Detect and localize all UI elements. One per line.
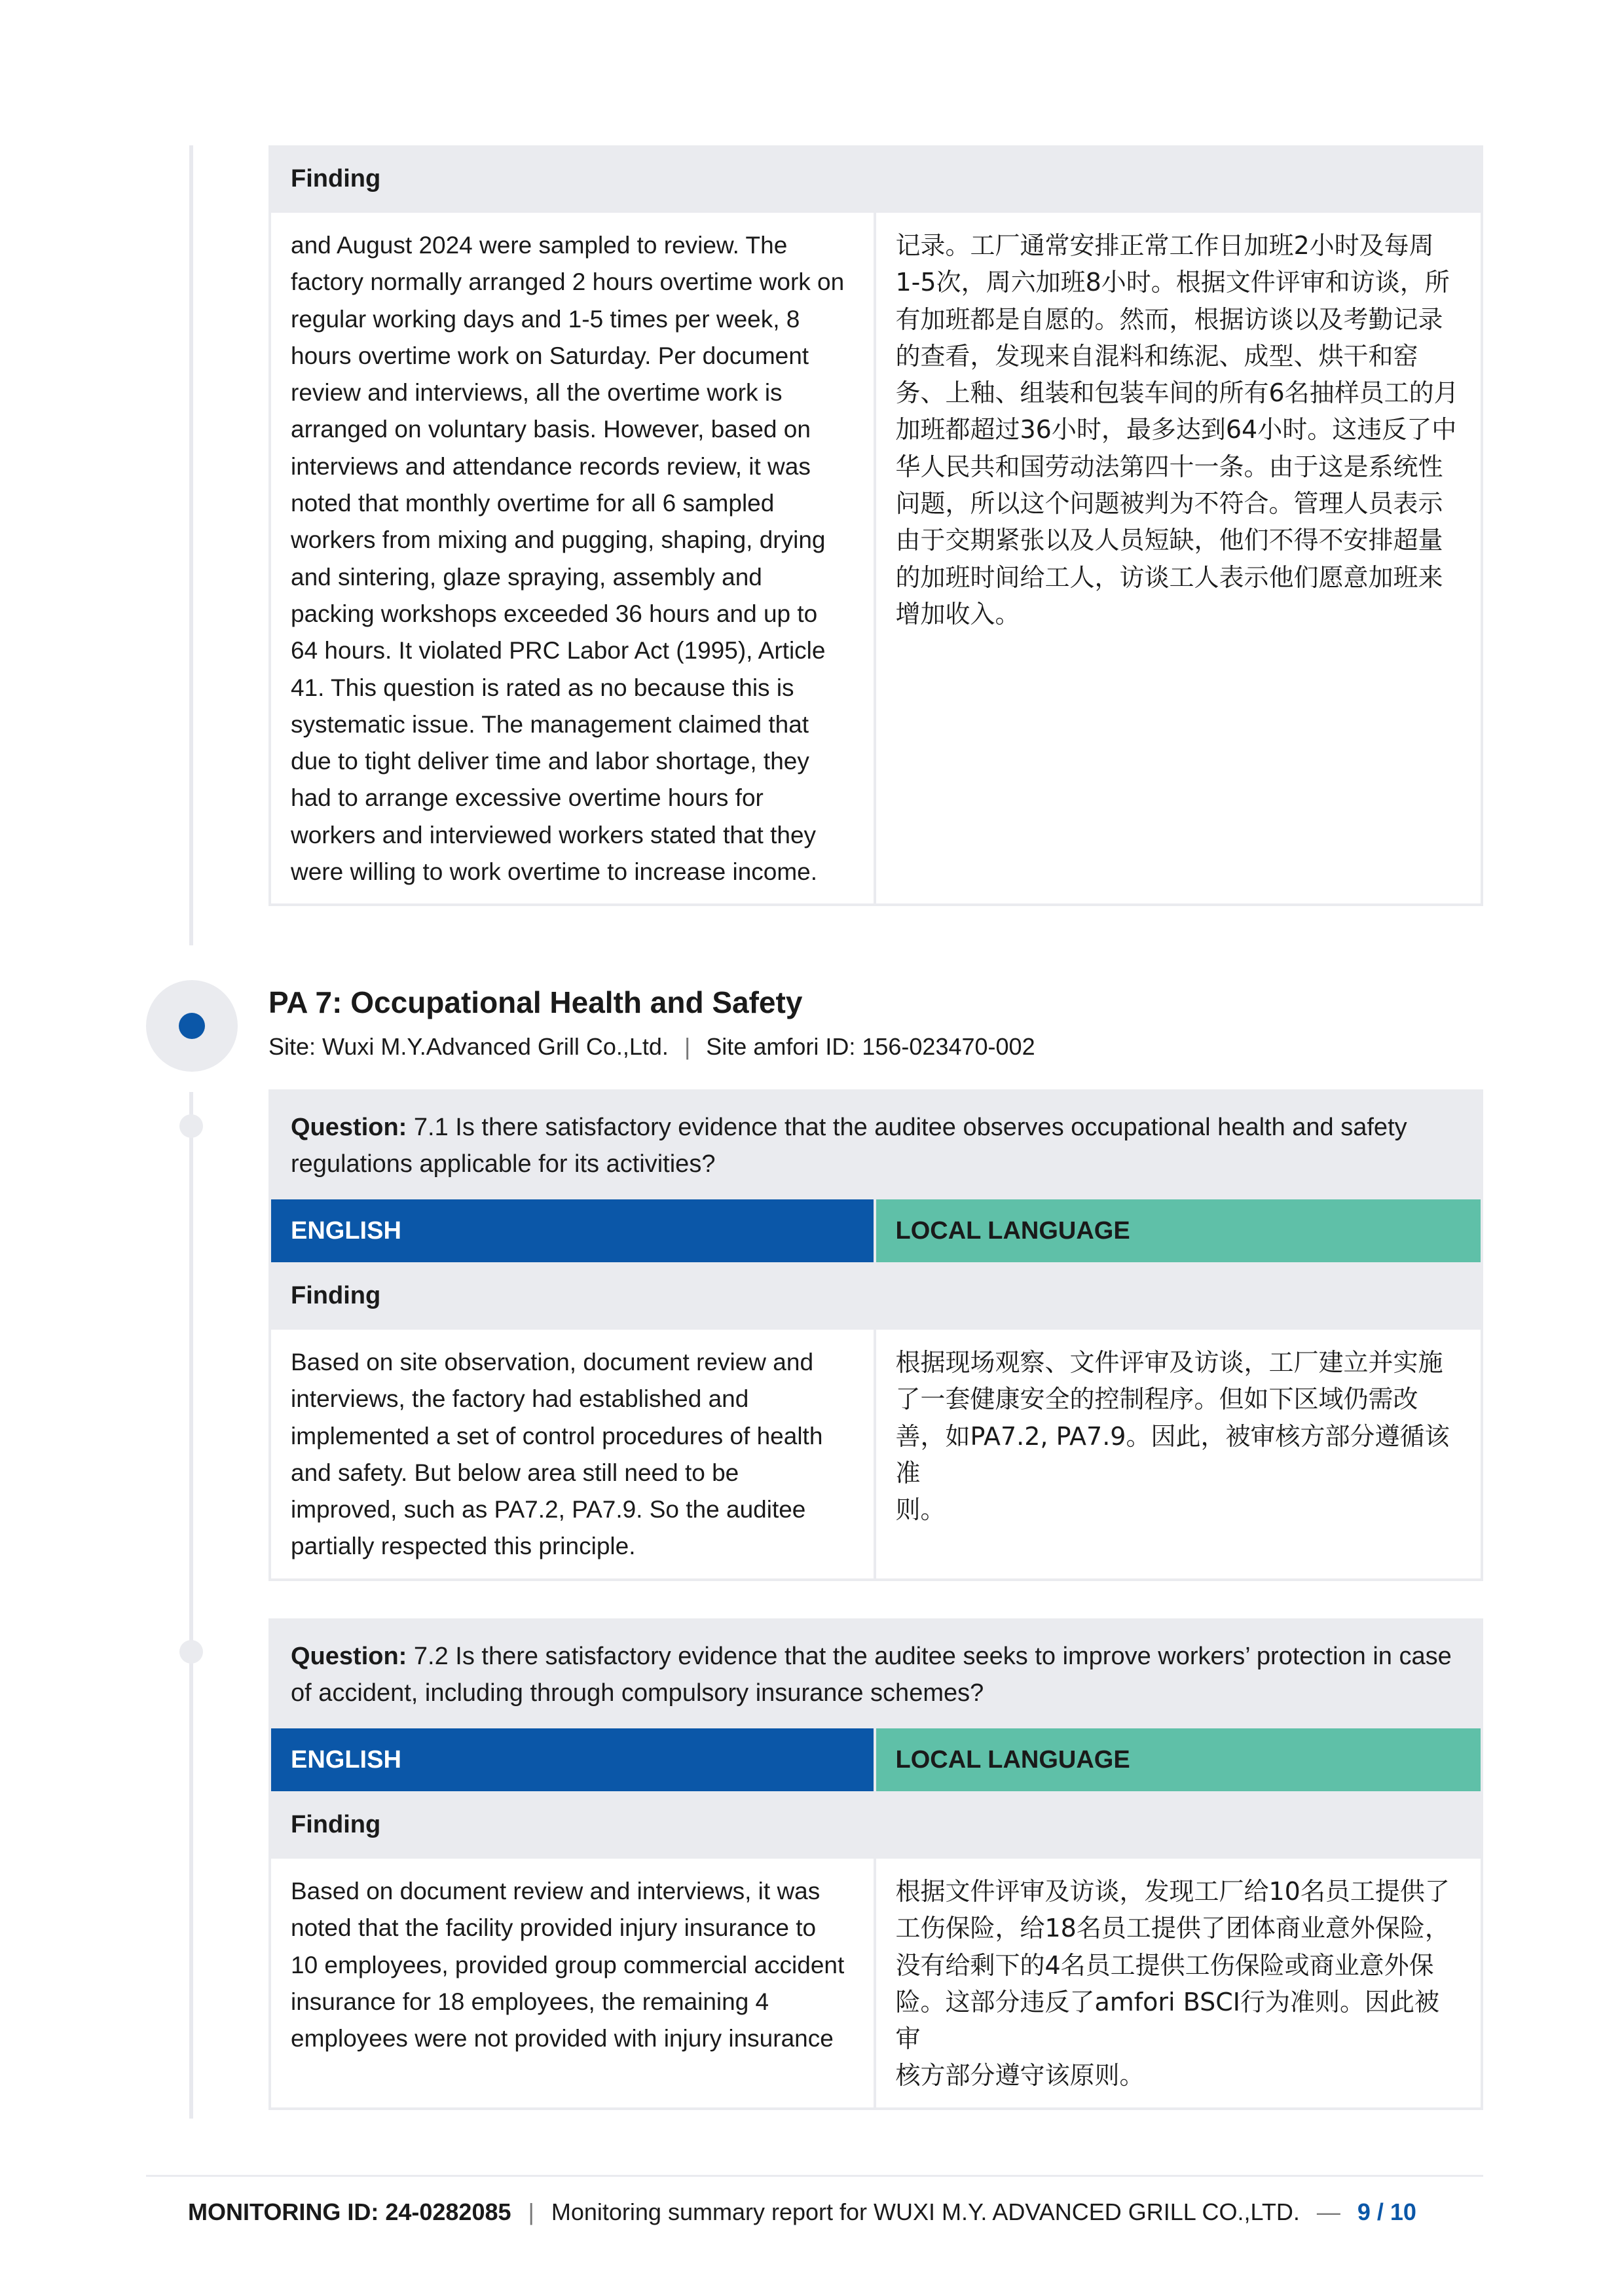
section-marker bbox=[146, 980, 238, 1072]
footer-separator: | bbox=[528, 2198, 534, 2225]
site-amfori-id: Site amfori ID: 156-023470-002 bbox=[706, 1033, 1035, 1060]
question-label: Question: bbox=[291, 1114, 407, 1141]
question-body: 7.1 Is there satisfactory evidence that the auditee observes occupational health and safety regulations applicable for its activities? bbox=[291, 1114, 1407, 1178]
monitoring-id: MONITORING ID: 24-0282085 bbox=[188, 2198, 511, 2225]
question-body: 7.2 Is there satisfactory evidence that the auditee seeks to improve workers’ protection in case of accident, including through compulsory insurance schemes? bbox=[291, 1643, 1452, 1707]
report-title: Monitoring summary report for WUXI M.Y. ADVANCED GRILL CO.,LTD. bbox=[551, 2198, 1300, 2225]
language-header-row bbox=[268, 1728, 1483, 1791]
finding-table-continued bbox=[268, 145, 1483, 906]
question-marker bbox=[179, 1114, 203, 1138]
section-title: PA 7: Occupational Health and Safety bbox=[268, 985, 803, 1019]
question-marker bbox=[179, 1640, 203, 1664]
site-name: Site: Wuxi M.Y.Advanced Grill Co.,Ltd. bbox=[268, 1033, 669, 1060]
finding-header: Finding bbox=[268, 1791, 1483, 1859]
local-language-header: LOCAL LANGUAGE bbox=[876, 1199, 1481, 1262]
finding-row bbox=[268, 1859, 1483, 2110]
finding-row bbox=[268, 1330, 1483, 1581]
finding-english: Based on document review and interviews, it was noted that the facility provided injury insurance to 10 employees, provided group commercial accident insurance for 18 employees, the remaining 4 employees were not provided with injury insurance bbox=[271, 1859, 876, 2107]
timeline-line bbox=[189, 145, 193, 945]
question-text bbox=[268, 1618, 1483, 1728]
language-header-row bbox=[268, 1199, 1483, 1262]
finding-english: and August 2024 were sampled to review. The factory normally arranged 2 hours overtime work on regular working days and 1-5 times per week, 8 hours overtime work on Saturday. Per document review and interviews, all the overtime work is arranged on voluntary basis. However, based on interviews and attendance records review, it was noted that monthly overtime for all 6 sampled workers from mixing and pugging, shaping, drying and sintering, glaze spraying, assembly and packing workshops exceeded 36 hours and up to 64 hours. It violated PRC Labor Act (1995), Article 41. This question is rated as no because this is systematic issue. The management claimed that due to tight deliver time and labor shortage, they had to arrange excessive overtime hours for workers and interviewed workers stated that they were willing to work overtime to increase income. bbox=[271, 213, 876, 903]
section-site-info bbox=[268, 1033, 1035, 1061]
english-header: ENGLISH bbox=[271, 1728, 876, 1791]
question-text bbox=[268, 1089, 1483, 1199]
english-header: ENGLISH bbox=[271, 1199, 876, 1262]
page-footer bbox=[188, 2198, 1416, 2226]
timeline-line bbox=[189, 1092, 193, 2119]
question-label: Question: bbox=[291, 1643, 407, 1670]
footer-dash: — bbox=[1316, 2198, 1340, 2225]
finding-header: Finding bbox=[268, 1262, 1483, 1330]
local-language-header: LOCAL LANGUAGE bbox=[876, 1728, 1481, 1791]
page-number: 9 / 10 bbox=[1357, 2198, 1416, 2225]
finding-local: 根据文件评审及访谈，发现工厂给10名员工提供了 工伤保险，给18名员工提供了团体商业意外保险， 没有给剩下的4名员工提供工伤保险或商业意外保 险。这部分违反了amfori BSCI行为准则。因此被审 核方部分遵守该原则。 bbox=[895, 1877, 1450, 2090]
question-card bbox=[268, 1618, 1483, 2110]
finding-local: 记录。工厂通常安排正常工作日加班2小时及每周 1-5次，周六加班8小时。根据文件评审和访谈，所 有加班都是自愿的。然而，根据访谈以及考勤记录 的查看，发现来自混料和练泥、成型、烘干和窑 务、上釉、组装和包装车间的所有6名抽样员工的月 加班都超过36小时，最多达到64小时。这违反了中 华人民共和国劳动法第四十一条。由于这是系统性 问题，所以这个问题被判为不符合。管理人员表示 由于交期紧张以及人员短缺，他们不得不安排超量 的加班时间给工人，访谈工人表示他们愿意加班来 增加收入。 bbox=[895, 231, 1459, 629]
section-marker-dot bbox=[179, 1013, 205, 1039]
finding-english: Based on site observation, document review and interviews, the factory had established and implemented a set of control procedures of health and safety. But below area still need to be improved, such as PA7.2, PA7.9. So the auditee partially respected this principle. bbox=[271, 1330, 876, 1578]
finding-header: Finding bbox=[268, 145, 1483, 213]
finding-row bbox=[268, 213, 1483, 906]
question-card bbox=[268, 1089, 1483, 1581]
finding-local: 根据现场观察、文件评审及访谈，工厂建立并实施 了一套健康安全的控制程序。但如下区域仍需改 善，如PA7.2, PA7.9。因此，被审核方部分遵循该准 则。 bbox=[895, 1348, 1450, 1525]
site-separator: | bbox=[684, 1033, 691, 1060]
footer-divider bbox=[146, 2175, 1483, 2177]
